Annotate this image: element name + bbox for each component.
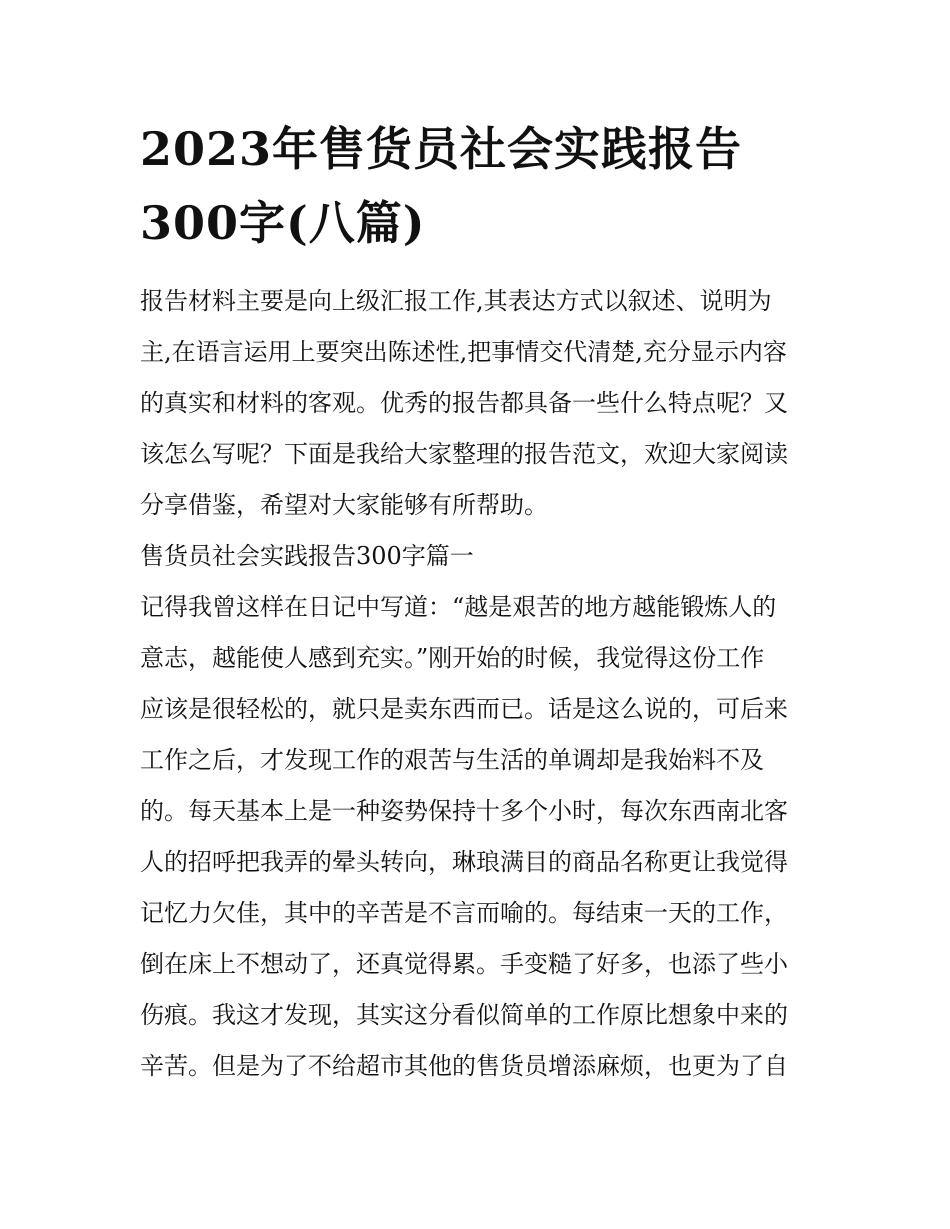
- text-line: 的。每天基本上是一种姿势保持十多个小时，每次东西南北客: [140, 797, 788, 825]
- title-line: 2023年售货员社会实践报告: [140, 122, 743, 176]
- text-line: 的真实和材料的客观。优秀的报告都具备一些什么特点呢？又: [140, 389, 788, 417]
- document-content: [140, 112, 812, 1092]
- intro-paragraph: [140, 276, 812, 531]
- text-line: 记得我曾这样在日记中写道：“越是艰苦的地方越能锻炼人的: [140, 593, 777, 621]
- title-line: 300字(八篇): [140, 196, 426, 250]
- text-line: 倒在床上不想动了，还真觉得累。手变糙了好多，也添了些小: [140, 950, 788, 978]
- text-line: 工作之后，才发现工作的艰苦与生活的单调却是我始料不及: [140, 746, 764, 774]
- text-line: 记忆力欠佳，其中的辛苦是不言而喻的。每结束一天的工作，: [140, 899, 788, 927]
- text-line: 该怎么写呢？下面是我给大家整理的报告范文，欢迎大家阅读: [140, 440, 788, 468]
- document-title: [140, 112, 812, 260]
- text-line: 应该是很轻松的，就只是卖东西而已。话是这么说的，可后来: [140, 695, 788, 723]
- body-paragraph: [140, 582, 812, 1092]
- text-line: 人的招呼把我弄的晕头转向，琳琅满目的商品名称更让我觉得: [140, 848, 788, 876]
- text-line: 主,在语言运用上要突出陈述性,把事情交代清楚,充分显示内容: [140, 338, 787, 366]
- text-line: 伤痕。我这才发现，其实这分看似简单的工作原比想象中来的: [140, 1001, 788, 1029]
- text-line: 分享借鉴，希望对大家能够有所帮助。: [140, 491, 548, 519]
- section-heading: 售货员社会实践报告300字篇一: [140, 542, 474, 570]
- text-line: 报告材料主要是向上级汇报工作,其表达方式以叙述、说明为: [140, 287, 772, 315]
- text-line: 辛苦。但是为了不给超市其他的售货员增添麻烦，也更为了自: [140, 1052, 788, 1080]
- text-line: 意志，越能使人感到充实。”刚开始的时候，我觉得这份工作: [140, 644, 765, 672]
